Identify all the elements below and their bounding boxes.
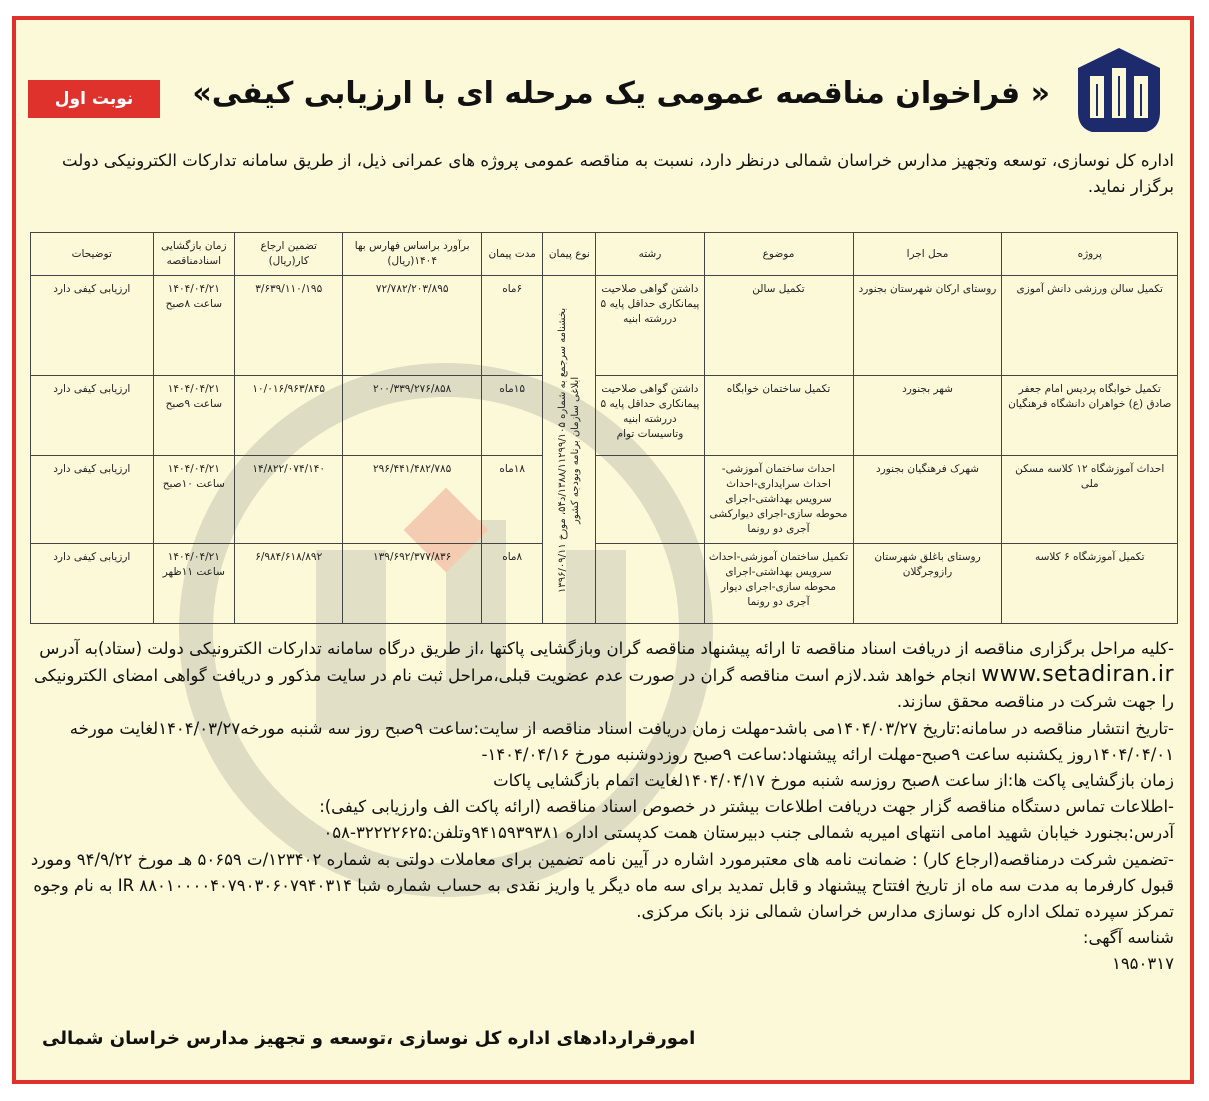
cell-duration: ۸ماه [482,544,543,624]
cell-subject: تکمیل سالن [704,276,853,376]
cell-notes: ارزیابی کیفی دارد [31,456,154,544]
setad-website-link[interactable]: www.setadiran.ir [981,662,1174,688]
table-header-row [31,233,1178,276]
cell-project: تکمیل سالن ورزشی دانش آموزی [1002,276,1178,376]
table-row [31,456,1178,544]
header-location: محل اجرا [853,233,1002,276]
cell-duration: ۱۸ماه [482,456,543,544]
cell-notes: ارزیابی کیفی دارد [31,276,154,376]
cell-subject: تکمیل ساختمان آموزشی-احداث سرویس بهداشتی-اجرای محوطه سازی-اجرای دیوار آجری دو رونما [704,544,853,624]
announcement-frame [12,16,1194,1084]
cell-subject: احداث ساختمان آموزشی-احداث سرایداری-احداث سرویس بهداشتی-اجرای محوطه سازی-اجرای دیوارکشی آجری دو رونما [704,456,853,544]
cell-opening: ۱۴۰۴/۰۴/۲۱ ساعت ۱۰صبح [153,456,235,544]
process-text-continued: انجام خواهد شد.لازم است مناقصه گران در صورت عدم عضویت قبلی،مراحل ثبت نام در سایت مذکور و دریافت گواهی امضای الکترونیکی را جهت شرکت در مناقصه محقق سازند. [33,666,1174,712]
ad-id-label: شناسه آگهی: [1082,928,1174,948]
intro-paragraph: اداره کل نوسازی، توسعه وتجهیز مدارس خراسان شمالی درنظر دارد، نسبت به مناقصه عمومی پروژه های عمرانی ذیل، از طریق سامانه تدارکات الکترونیکی دولت برگزار نماید. [62,151,1174,196]
table-row [31,544,1178,624]
cell-field: داشتن گواهی صلاحیت پیمانکاری حداقل پایه ۵ دررشته ابنیه وتاسیسات توام [596,376,704,456]
cell-duration: ۶ماه [482,276,543,376]
cell-project: تکمیل آموزشگاه ۶ کلاسه [1002,544,1178,624]
header-duration: مدت پیمان [482,233,543,276]
announcement-body [24,636,1174,978]
cell-opening: ۱۴۰۴/۰۴/۲۱ ساعت ۸صبح [153,276,235,376]
cell-estimate: ۷۲/۷۸۲/۲۰۳/۸۹۵ [343,276,482,376]
clipped-top-text [0,0,1209,12]
cell-notes: ارزیابی کیفی دارد [31,544,154,624]
cell-guarantee: ۳/۶۳۹/۱۱۰/۱۹۵ [235,276,343,376]
cell-location: روستای باغلق شهرستان رازوجرگلان [853,544,1002,624]
header-notes: توضیحات [31,233,154,276]
cell-duration: ۱۵ماه [482,376,543,456]
header-guarantee: تضمین ارجاع کار(ریال) [235,233,343,276]
cell-guarantee: ۶/۹۸۴/۶۱۸/۸۹۲ [235,544,343,624]
cell-field [596,544,704,624]
cell-location: شهر بجنورد [853,376,1002,456]
cell-contract-type [543,276,596,624]
header-estimate: برآورد براساس فهارس بها ۱۴۰۴(ریال) [343,233,482,276]
cell-estimate: ۲۰۰/۳۳۹/۲۷۶/۸۵۸ [343,376,482,456]
table-row [31,276,1178,376]
cell-field: داشتن گواهی صلاحیت پیمانکاری حداقل پایه ۵ دررشته ابنیه [596,276,704,376]
process-text: -کلیه مراحل برگزاری مناقصه از دریافت اسناد مناقصه تا ارائه پیشنهاد مناقصه گران وبازگشایی پاکتها ،از طریق درگاه سامانه تدارکات الکترونیکی دولت (ستاد)به آدرس [39,639,1174,658]
page-title: « فراخوان مناقصه عمومی یک مرحله ای با ارزیابی کیفی» [192,76,1050,111]
address-paragraph: آدرس:بجنورد خیابان شهید امامی انتهای امیریه شمالی جنب دبیرستان همت کدپستی اداره ۹۴۱۵۹۳۹۳۸۱وتلفن:۳۲۲۲۲۶۲۵-۰۵۸ [323,823,1174,843]
cell-guarantee: ۱۰/۰۱۶/۹۶۳/۸۴۵ [235,376,343,456]
cell-project: احداث آموزشگاه ۱۲ کلاسه مسکن ملی [1002,456,1178,544]
cell-field [596,456,704,544]
tender-table [30,232,1178,624]
header-project: پروژه [1002,233,1178,276]
cell-project: تکمیل خوابگاه پردیس امام جعفر صادق (ع) خواهران دانشگاه فرهنگیان [1002,376,1178,456]
table-row [31,376,1178,456]
signature: امورقراردادهای اداره کل نوسازی ،توسعه و تجهیز مدارس خراسان شمالی [42,1028,696,1049]
cell-opening: ۱۴۰۴/۰۴/۲۱ ساعت ۹صبح [153,376,235,456]
cell-estimate: ۱۳۹/۶۹۲/۳۷۷/۸۳۶ [343,544,482,624]
cell-guarantee: ۱۴/۸۲۲/۰۷۴/۱۴۰ [235,456,343,544]
ad-id-value: ۱۹۵۰۳۱۷ [1111,954,1174,974]
header-field: رشته [596,233,704,276]
cell-location: شهرک فرهنگیان بجنورد [853,456,1002,544]
header-contract-type: نوع پیمان [543,233,596,276]
cell-opening: ۱۴۰۴/۰۴/۲۱ ساعت ۱۱ظهر [153,544,235,624]
process-paragraph [24,636,1174,716]
header-opening: زمان بازگشایی اسنادمناقصه [153,233,235,276]
round-badge: نوبت اول [28,80,160,118]
opening-paragraph: زمان بازگشایی پاکت ها:از ساعت ۸صبح روزسه شنبه مورخ ۱۴۰۴/۰۴/۱۷لغایت اتمام بازگشایی پاکات [493,771,1174,791]
guarantee-paragraph: -تضمین شرکت درمناقصه(ارجاع کار) : ضمانت نامه های معتبرمورد اشاره در آیین نامه تضمین برای معاملات دولتی به شماره ۱۲۳۴۰۲/ت ۵۰۶۵۹ هـ مورخ ۹۴/۹/۲۲ ومورد قبول کارفرما به مدت سه ماه از تاریخ افتتاح پیشنهاد و قابل تمدید برای سه ماه دیگر یا واریز نقدی به حساب شماره شبا IR ۸۸۰۱۰۰۰۰۴۰۷۹۰۳۰۶۰۷۹۴۰۳۱۴ به نام وجوه تمرکز سپرده تملک اداره کل نوسازی مدارس خراسان شمالی نزد بانک مرکزی. [30,849,1174,922]
cell-estimate: ۲۹۶/۴۴۱/۴۸۲/۷۸۵ [343,456,482,544]
contract-type-text: بخشنامه سرجمع به شماره ۱۳۸۸/۱۱۲۹۹/۱۰۵/د۵۴، مورخ ۱۳۹۶/۰۹/۱۱ ابلاغی سازمان برنامه وبودجه کشور [557,306,582,593]
cell-location: روستای ارکان شهرستان بجنورد [853,276,1002,376]
contact-heading: -اطلاعات تماس دستگاه مناقصه گزار جهت دریافت اطلاعات بیشتر در خصوص اسناد مناقصه (ارائه پاکت الف وارزیابی کیفی): [319,797,1174,817]
cell-notes: ارزیابی کیفی دارد [31,376,154,456]
cell-subject: تکمیل ساختمان خوابگاه [704,376,853,456]
header-subject: موضوع [704,233,853,276]
dates-paragraph: -تاریخ انتشار مناقصه در سامانه:تاریخ ۱۴۰۴/۰۳/۲۷می باشد-مهلت زمان دریافت اسناد مناقصه از سایت:ساعت ۹صبح روز سه شنبه مورخه۱۴۰۴/۰۳/۲۷لغایت مورخه ۱۴۰۴/۰۴/۰۱روز یکشنبه ساعت ۹صبح-مهلت ارائه پیشنهاد:ساعت ۹صبح روزدوشنبه مورخ ۱۴۰۴/۰۴/۱۶- [69,718,1174,764]
organization-logo-icon [1076,46,1162,138]
